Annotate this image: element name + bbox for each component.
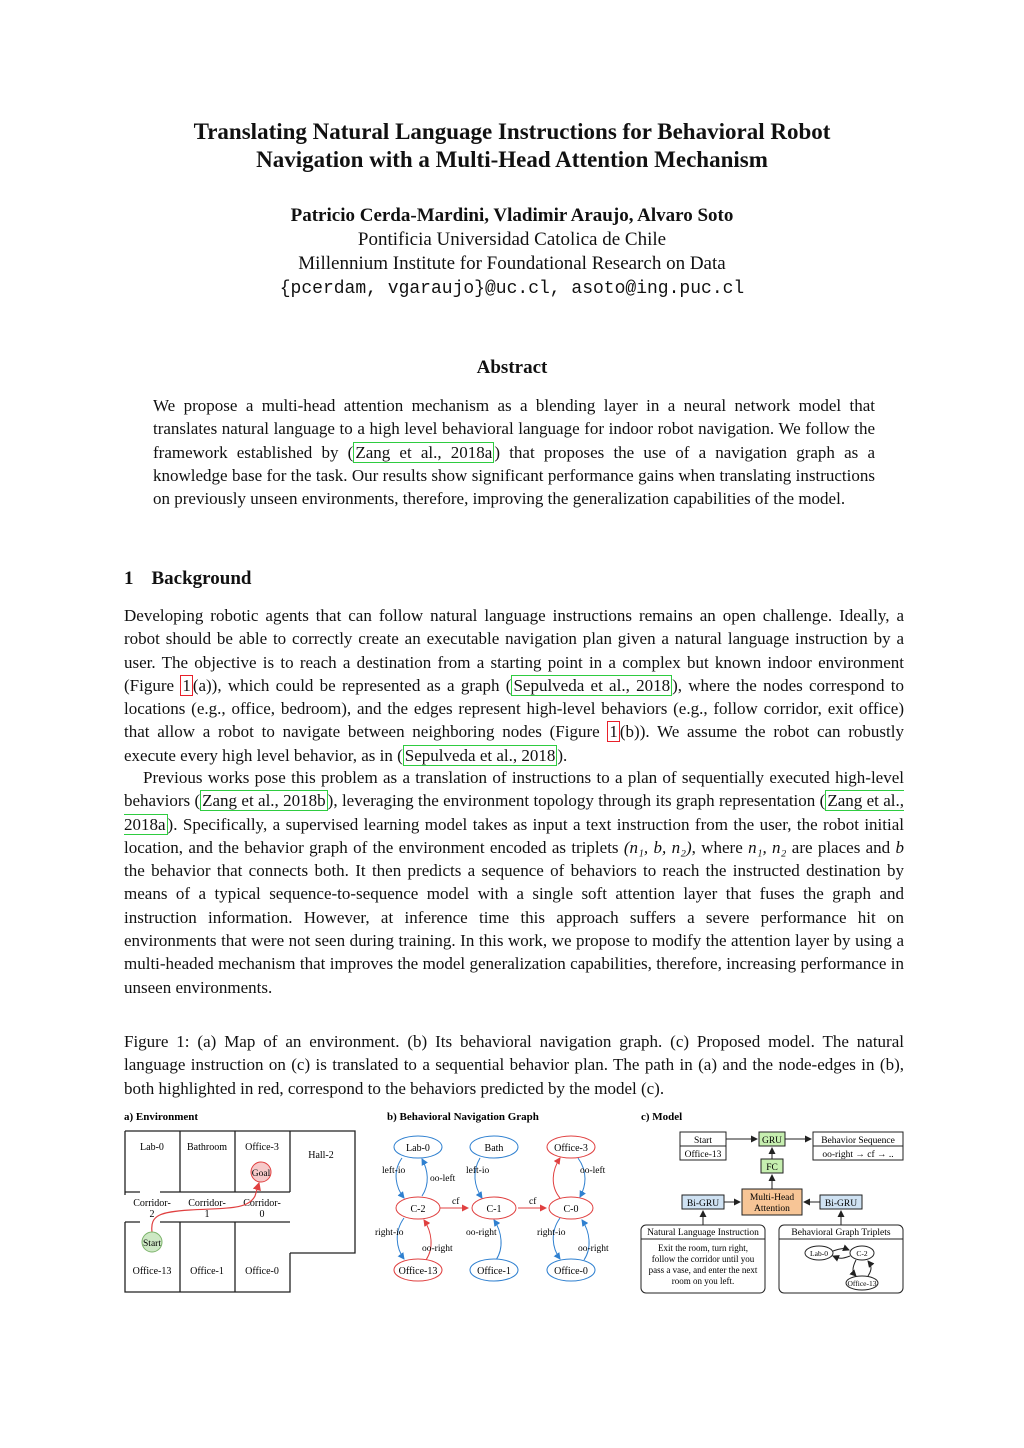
edge-oo-right-office0 [582,1220,589,1260]
edge-label-right-io: right-io [375,1228,404,1238]
corridor-1-label: Corridor- [188,1198,226,1209]
corridor-0-label: Corridor- [243,1198,281,1209]
mha-label-2: Attention [754,1204,790,1214]
edge-left-io-lab0 [396,1158,404,1198]
emails: {pcerdam, vgaraujo}@uc.cl, asoto@ing.puc.cl [279,279,745,299]
bigru-left-label: Bi-GRU [686,1199,720,1209]
instruction-title: Natural Language Instruction [647,1228,759,1238]
panel-graph [375,1111,609,1281]
mha-label-1: Multi-Head [749,1193,795,1203]
bigru-right-label: Bi-GRU [824,1199,858,1209]
start-box-label: Start [694,1136,712,1146]
abstract-text: We propose a multi-head attention mechanism as a blending layer in a neural network model that translates natural language to a high level behavioral language for indoor robot navigation. We follow the framework established by ( Zang et al., 2018a ) that proposes the use of a navigation graph as a knowledge base for the task. Our results show significant performance gains when translating instructions on previously unseen environments, therefore, improving the generalization capabilities of the model. [153,396,875,509]
room-office-3: Office-3 [245,1142,279,1153]
panel-a-title: a) Environment [124,1111,199,1123]
panel-model [641,1111,903,1293]
title-line-2: Navigation with a Multi-Head Attention Mechanism [256,147,768,172]
figure-ref-link[interactable]: 1 [609,722,618,742]
edge-left-io-bath [475,1158,482,1198]
gru-label: GRU [761,1136,783,1146]
citation-link[interactable]: Sepulveda et al., 2018 [404,745,556,765]
triplet-office-13-label: Office-13 [847,1279,877,1288]
citation-link[interactable]: Zang et al., 2018a [124,791,904,834]
start-label: Start [143,1239,161,1249]
edge-label-cf: cf [452,1197,460,1207]
instruction-line-2: follow the corridor until you [651,1254,755,1264]
node-office-1-label: Office-1 [477,1266,511,1277]
node-c-0-label: C-0 [563,1204,579,1215]
edge-label-left-io: left-io [466,1166,490,1176]
behavior-sequence-label: Behavior Sequence [821,1136,895,1146]
triplets-title: Behavioral Graph Triplets [791,1228,891,1238]
edge-label-left-io: left-io [382,1166,406,1176]
start-box-value: Office-13 [684,1150,722,1160]
panel-c-title: c) Model [641,1111,683,1123]
node-office-3-label: Office-3 [554,1143,588,1154]
behavior-sequence-value: oo-right → cf → .. [822,1150,894,1160]
room-office-13: Office-13 [132,1266,172,1277]
edge-label-oo-left: oo-left [580,1166,606,1176]
paragraph-1: Developing robotic agents that can follow natural language instructions remains an open challenge. Ideally, a robot should be able to correctly create an executable navigation plan given a natural language instruction by a user. The objective is to reach a destination from a starting point in a complex but known indoor environment (Figure 1 (a)), which could be represented as a graph ( Sepulveda et al., 2018 ), where the nodes correspond to locations (e.g., office, bedroom), and the edges represent high-level behaviors (e.g., follow corridor, exit office) that allow a robot to navigate between neighboring nodes (Figure 1 (b)). We assume the robot can robustly execute every high level behavior, as in ( Sepulveda et al., 2018 ). [124,606,905,765]
fc-label: FC [766,1163,778,1173]
edge-label-oo-right: oo-right [578,1244,609,1254]
edge-label-oo-right: oo-right [422,1244,453,1254]
triplet-lab-0-label: Lab-0 [810,1249,828,1258]
figure-1 [0,1100,1024,1300]
instruction-line-1: Exit the room, turn right, [658,1243,748,1253]
goal-label: Goal [251,1169,271,1179]
title-line-1: Translating Natural Language Instructions for Behavioral Robot [193,119,831,144]
corridor-0-number: 0 [259,1209,265,1220]
affiliation-1: Pontificia Universidad Catolica de Chile [357,229,667,250]
node-office-13-label: Office-13 [398,1266,438,1277]
room-lab-0: Lab-0 [140,1142,164,1153]
panel-b-title: b) Behavioral Navigation Graph [387,1111,539,1123]
triplet-c-2-label: C-2 [856,1249,868,1258]
paragraph-2: Previous works pose this problem as a translation of instructions to a plan of sequentially executed high-level behaviors ( Zang et al., 2018b ), leveraging the environment topology through its graph representation ( Zang et al., 2018a ). Specifically, a supervised learning model takes as input a text instruction from the user, the robot initial location, and the behavior graph of the environment encoded as triplets (n₁, b, n₂), where n₁, n₂ are places and b the behavior that connects both. It then predicts a sequence of behaviors to reach the instructed destination by means of a typical sequence-to-sequence model with a single soft attention layer that fuses the graph and instruction information. However, at inference time this approach suffers a severe performance hit on environments that were not seen during training. In this work, we propose to modify the attention layer by using a multi-headed mechanism that improves the model generalization capabilities, therefore, increasing performance in unseen environments. [124,768,904,997]
corridor-2-number: 2 [149,1209,155,1220]
room-office-0: Office-0 [245,1266,279,1277]
edge-left-io-office3 [553,1158,560,1198]
room-office-1: Office-1 [190,1266,224,1277]
node-c-2-label: C-2 [410,1204,426,1215]
edge-label-oo-left: oo-left [430,1174,456,1184]
edge-oo-left-office3 [578,1158,585,1197]
corridor-1-number: 1 [204,1209,210,1220]
room-bathroom: Bathroom [187,1142,227,1153]
node-lab-0-label: Lab-0 [406,1143,430,1154]
edge-label-cf: cf [529,1197,537,1207]
instruction-line-4: room on you left. [671,1276,735,1286]
authors: Patricio Cerda-Mardini, Vladimir Araujo, Alvaro Soto [290,205,734,226]
figure-caption: Figure 1: (a) Map of an environment. (b) Its behavioral navigation graph. (c) Proposed model. The natural language instruction on (c) is translated to a sequential behavior plan. The path in (a) and the node-edges in (b), both highlighted in red, correspond to the behaviors predicted by the model (c). [124,1032,904,1098]
node-c-1-label: C-1 [486,1204,502,1215]
edge-oo-right-office13 [424,1220,431,1260]
edge-right-io-c0 [553,1218,560,1259]
panel-environment [124,1111,355,1292]
citation-link[interactable]: Zang et al., 2018a [355,442,493,462]
figure-ref-link[interactable]: 1 [182,675,191,695]
affiliation-2: Millennium Institute for Foundational Research on Data [298,253,726,274]
corridor-2-label: Corridor- [133,1198,171,1209]
edge-oo-left-lab0 [422,1159,427,1196]
edge-label-oo-right: oo-right [466,1228,497,1238]
paper-title [0,118,1024,174]
node-bath-label: Bath [484,1143,504,1154]
node-office-0-label: Office-0 [554,1266,588,1277]
citation-link[interactable]: Zang et al., 2018b [202,791,326,811]
room-hall-2: Hall-2 [308,1150,334,1161]
section-heading: 1 Background [124,568,252,589]
citation-link[interactable]: Sepulveda et al., 2018 [513,675,671,695]
instruction-line-3: pass a vase, and enter the next [648,1265,758,1275]
edge-label-right-io: right-io [537,1228,566,1238]
edge-right-io-c2 [397,1218,404,1259]
abstract-heading: Abstract [476,357,548,378]
edge-oo-right-office1 [494,1220,501,1260]
